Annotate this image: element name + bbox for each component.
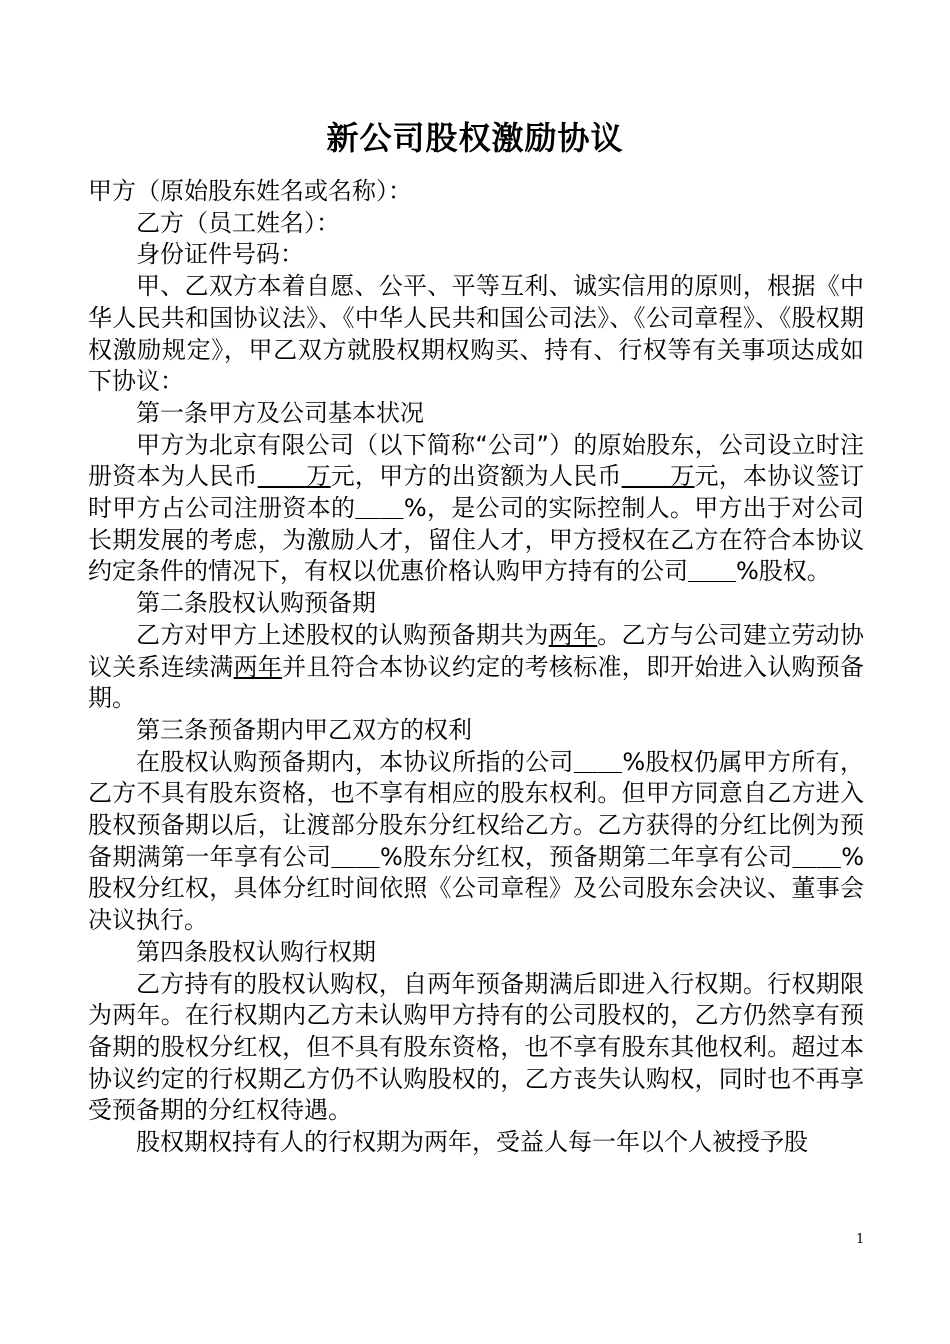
party-a-line: 甲方（原始股东姓名或名称）： <box>88 177 412 205</box>
article-4-paragraph-2: 股权期权持有人的行权期为两年，受益人每一年以个人被授予股 <box>136 1128 808 1157</box>
preamble-paragraph: 甲、乙双方本着自愿、公平、平等互利、诚实信用的原则，根据《中华人民共和国协议法》、《中华人民共和国公司法》、《公司章程》、《股权期权激励规定》，甲乙双方就股权期权购买、持有、行权等有关事项达成如下协议： <box>88 272 864 396</box>
article-1-text-1: 甲方为北京有限公司（以下简称“公司”）的原始股东，公司设立时注册资本为人民币 <box>88 430 864 491</box>
labor-contract-period-value: 两年 <box>233 652 283 681</box>
capital-contribution-blank: ＿＿万 <box>621 462 695 491</box>
page-number: 1 <box>856 1232 865 1247</box>
document-title: 新公司股权激励协议 <box>326 119 624 157</box>
article-3-heading: 第三条预备期内甲乙双方的权利 <box>136 715 472 744</box>
article-2-paragraph <box>88 620 864 715</box>
article-1-text-2: 元，甲方的出资额为人民币 <box>330 462 622 491</box>
preparation-period-value: 两年 <box>548 620 598 649</box>
article-2-text-1: 乙方对甲方上述股权的认购预备期共为 <box>136 620 549 649</box>
article-1-heading: 第一条甲方及公司基本状况 <box>136 398 424 427</box>
article-3-paragraph: 在股权认购预备期内，本协议所指的公司＿＿%股权仍属甲方所有，乙方不具有股东资格，也不享有相应的股东权利。但甲方同意自乙方进入股权预备期以后，让渡部分股东分红权给乙方。乙方获得的分红比例为预备期满第一年享有公司＿＿%股东分红权，预备期第二年享有公司＿＿%股权分红权，具体分红时间依照《公司章程》及公司股东会决议、董事会决议执行。 <box>88 747 864 935</box>
document-body <box>88 176 864 1159</box>
article-2-text-2: 。乙方与公司建立劳动协议关系连续满 <box>88 620 865 681</box>
article-1-paragraph <box>88 430 864 589</box>
registered-capital-blank: ＿＿万 <box>257 462 331 491</box>
party-b-line: 乙方（员工姓名）： <box>136 208 340 237</box>
article-2-text-3: 并且符合本协议约定的考核标准，即开始进入认购预备期。 <box>88 652 865 713</box>
article-4-heading: 第四条股权认购行权期 <box>136 937 376 966</box>
article-4-paragraph: 乙方持有的股权认购权，自两年预备期满后即进入行权期。行权期限为两年。在行权期内乙方未认购甲方持有的公司股权的，乙方仍然享有预备期的股权分红权，但不具有股东资格，也不享有股东其他权利。超过本协议约定的行权期乙方仍不认购股权的，乙方丧失认购权，同时也不再享受预备期的分红权待遇。 <box>88 969 864 1125</box>
article-2-heading: 第二条股权认购预备期 <box>136 589 376 618</box>
id-number-line: 身份证件号码： <box>136 240 304 269</box>
article-1-text-3: 元，本协议签订时甲方占公司注册资本的＿＿%，是公司的实际控制人。甲方出于对公司长期发展的考虑，为激励人才，留住人才，甲方授权在乙方在符合本协议约定条件的情况下，有权以优惠价格认购甲方持有的公司＿＿%股权。 <box>88 462 865 586</box>
